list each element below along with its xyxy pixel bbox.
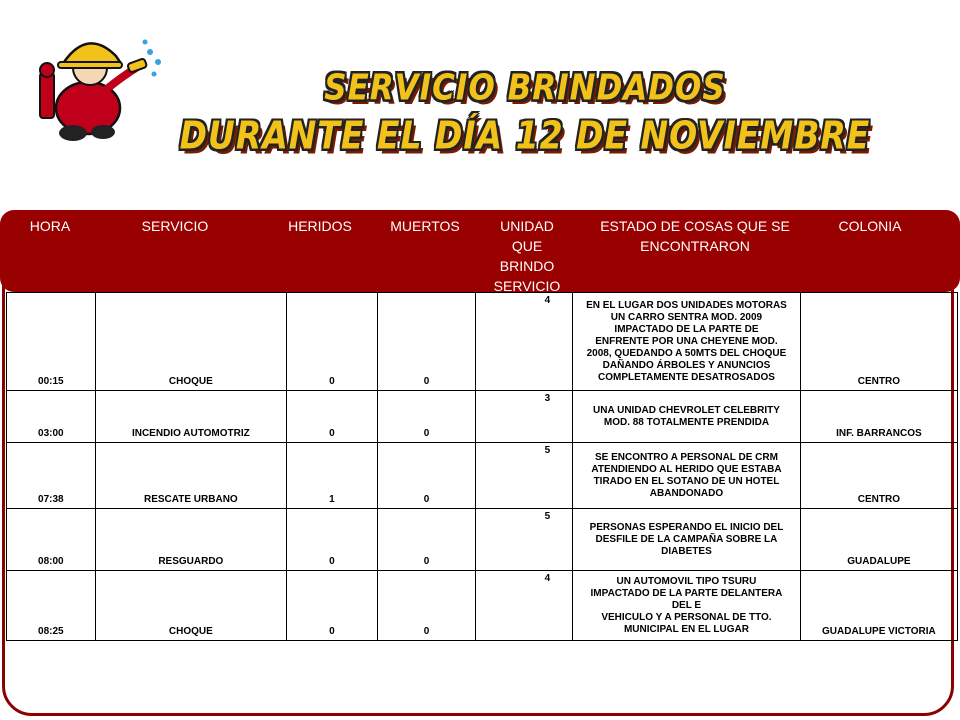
cell-servicio: CHOQUE <box>95 571 286 641</box>
header-unidad <box>482 216 572 296</box>
estado-line: DIABETES <box>661 545 712 557</box>
estado-line: UN CARRO SENTRA MOD. 2009 <box>610 311 763 323</box>
cell-hora: 00:15 <box>7 293 96 391</box>
estado-line: IMPACTADO DE LA PARTE DE <box>614 323 759 335</box>
header-estado-line: ESTADO DE COSAS QUE SE <box>600 218 790 234</box>
estado-line: EN EL LUGAR DOS UNIDADES MOTORAS <box>586 299 787 311</box>
cell-hora: 07:38 <box>7 443 96 509</box>
estado-line: UNA UNIDAD CHEVROLET CELEBRITY <box>593 404 780 416</box>
header-servicio: SERVICIO <box>141 218 209 234</box>
cell-servicio: INCENDIO AUTOMOTRIZ <box>95 391 286 443</box>
estado-line: 2008, QUEDANDO A 50MTS DEL CHOQUE <box>586 347 787 359</box>
cell-unidad: 4 <box>476 571 573 641</box>
header-unidad-line: BRINDO <box>499 258 555 274</box>
header-unidad-line: SERVICIO <box>493 278 561 294</box>
cell-hora: 08:25 <box>7 571 96 641</box>
table-row <box>7 509 958 571</box>
header-colonia: COLONIA <box>838 218 902 234</box>
cell-hora: 03:00 <box>7 391 96 443</box>
header-estado <box>580 216 810 256</box>
cell-servicio: RESGUARDO <box>95 509 286 571</box>
cell-heridos: 0 <box>287 391 378 443</box>
estado-line: SE ENCONTRO A PERSONAL DE CRM <box>594 451 778 463</box>
cell-muertos: 0 <box>377 293 476 391</box>
table-row <box>7 293 958 391</box>
cell-colonia: CENTRO <box>800 443 957 509</box>
cell-heridos: 0 <box>287 571 378 641</box>
estado-line: DESFILE DE LA CAMPAÑA SOBRE LA <box>595 533 778 545</box>
header-estado-line: ENCONTRARON <box>640 238 750 254</box>
estado-line: DEL E <box>671 599 702 611</box>
table-row <box>7 391 958 443</box>
cell-colonia: GUADALUPE VICTORIA <box>800 571 957 641</box>
estado-line: PERSONAS ESPERANDO EL INICIO DEL <box>589 521 784 533</box>
page-subtitle: DURANTE EL DÍA 12 DE NOVIEMBRE <box>179 113 871 158</box>
estado-line: VEHICULO Y A PERSONAL DE TTO. <box>601 611 772 623</box>
cell-hora: 08:00 <box>7 509 96 571</box>
cell-unidad: 5 <box>476 509 573 571</box>
estado-line: ATENDIENDO AL HERIDO QUE ESTABA <box>591 463 782 475</box>
cell-estado <box>573 571 801 641</box>
table-row <box>7 443 958 509</box>
page-title: SERVICIO BRINDADOS <box>324 67 726 109</box>
cell-servicio: CHOQUE <box>95 293 286 391</box>
cell-heridos: 1 <box>287 443 378 509</box>
estado-line: MUNICIPAL EN EL LUGAR <box>623 623 749 635</box>
header-unidad-line: QUE <box>511 238 543 254</box>
header-unidad-line: UNIDAD <box>500 218 554 234</box>
estado-line: UN AUTOMOVIL TIPO TSURU <box>616 575 757 587</box>
header-hora: HORA <box>29 218 71 234</box>
cell-unidad: 4 <box>476 293 573 391</box>
cell-estado <box>573 391 801 443</box>
estado-line: ENFRENTE POR UNA CHEYENE MOD. <box>595 335 778 347</box>
cell-colonia: CENTRO <box>800 293 957 391</box>
cell-muertos: 0 <box>377 391 476 443</box>
estado-line: TIRADO EN EL SOTANO DE UN HOTEL <box>593 475 780 487</box>
cell-unidad: 3 <box>476 391 573 443</box>
cell-estado <box>573 443 801 509</box>
cell-muertos: 0 <box>377 443 476 509</box>
cell-muertos: 0 <box>377 509 476 571</box>
estado-line: DAÑANDO ÁRBOLES Y ANUNCIOS <box>602 359 771 371</box>
header-muertos: MUERTOS <box>390 218 460 234</box>
cell-heridos: 0 <box>287 293 378 391</box>
table-header <box>0 210 960 292</box>
estado-line: ABANDONADO <box>649 487 724 499</box>
header-heridos: HERIDOS <box>288 218 352 234</box>
services-table <box>6 292 958 641</box>
cell-colonia: INF. BARRANCOS <box>800 391 957 443</box>
table-row <box>7 571 958 641</box>
cell-colonia: GUADALUPE <box>800 509 957 571</box>
cell-servicio: RESCATE URBANO <box>95 443 286 509</box>
cell-estado <box>573 509 801 571</box>
estado-line: MOD. 88 TOTALMENTE PRENDIDA <box>603 416 770 428</box>
estado-line: IMPACTADO DE LA PARTE DELANTERA <box>590 587 783 599</box>
cell-muertos: 0 <box>377 571 476 641</box>
cell-heridos: 0 <box>287 509 378 571</box>
cell-unidad: 5 <box>476 443 573 509</box>
cell-estado <box>573 293 801 391</box>
estado-line: COMPLETAMENTE DESATROSADOS <box>598 371 775 383</box>
